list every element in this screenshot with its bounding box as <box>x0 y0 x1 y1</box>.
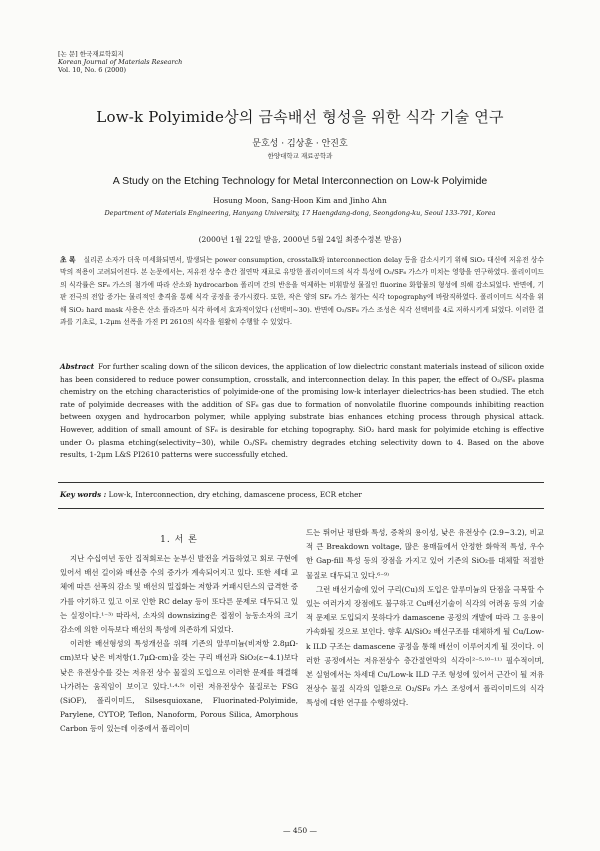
journal-name-korean: [논 문] 한국재료학회지 <box>58 50 124 58</box>
journal-name-english: Korean Journal of Materials Research <box>58 58 183 66</box>
page-number: — 450 — <box>282 826 318 835</box>
english-authors: Hosung Moon, Sang-Hoon Kim and Jinho Ahn <box>213 196 387 205</box>
english-abstract-text: For further scaling down of the silicon devices, the application of low dielectric constant materials instead of silicon oxide has been considered to reduce power consumption, crosstalk, and interconnection delay. In this paper, the effect of O₂/SF₆ plasma chemistry on the etching characteristics of polyimide-one of the promising low-k interlayer dielectrics-has been studied. The etch rate of polyimide decreases with the addition of SF₆ gas due to formation of nonvolatile fluorine compounds inhibiting reaction between oxygen and hydrocarbon polymer, while applying substrate bias enhances etching process through physical attack. However, addition of small amount of SF₆ is desirable for etching topography. SiO₂ hard mask for polyimide etching is effective under O₂ plasma etching(selectivity~30), while O₂/SF₆ chemistry degrades etching selectivity down to 4. Based on the above results, 1-2μm L&S PI2610 patterns were successfully etched. <box>60 362 544 460</box>
english-title: A Study on the Etching Technology for Metal Interconnection on Low-k Polyimide <box>112 175 488 187</box>
english-abstract-lead: Abstract <box>60 362 95 371</box>
journal-volume: Vol. 10, No. 6 (2000) <box>58 66 127 74</box>
english-affiliation: Department of Materials Engineering, Hanyang University, 17 Haengdang-dong, Seongdong-ku, Seoul 133-791, Korea <box>104 209 496 217</box>
korean-abstract-text: 실리콘 소자가 더욱 미세화되면서, 발생되는 power consumption, crosstalk와 interconnection delay 등을 감소시키기 위해 SiO₂ 대신에 저유전 상수막의 적용이 고려되어진다. 본 논문에서는, 저유전 상수 층간 절연막 재료로 유망한 폴리이미드의 식각 특성에 O₂/SF₆ 가스가 미치는 영향을 연구하였다. 폴리이미드의 식각률은 SF₆ 가스의 첨가에 따라 산소와 hydrocarbon 폴리머 간의 반응을 억제하는 비휘발성 물질인 fluorine 화합물의 형성에 의해 감소되었다. 반면에, 기판 전극의 전압 증가는 물리적인 충격을 통해 식각 공정을 증가시켰다. 또한, 작은 양의 SF₆ 가스 첨가는 식각 topography에 바람직하였다. 폴리이미드 식각을 위해 SiO₂ hard mask 사용은 산소 플라즈마 식각 하에서 효과적이었다 (선택비~30). 반면에 O₂/SF₆ 가스 조성은 식각 선택비를 4로 저하시키게 되었다. 이러한 결과를 기초로, 1-2μm 선폭을 가진 PI 2610의 식각을 원활히 수행할 수 있었다. <box>60 256 545 327</box>
rule-top <box>58 482 544 483</box>
english-abstract <box>60 361 544 462</box>
korean-abstract <box>60 254 544 328</box>
left-paragraph: 이러한 배선형성의 특성개선을 위해 기존의 알루미늄(비저항 2.8μΩ-cm)보다 낮은 비저항(1.7μΩ-cm)을 갖는 구리 배선과 SiO₂(ε~4.1)보다 낮은 유전상수를 갖는 저유전 상수 물질의 도입으로 이러한 문제를 해결해 나가려는 움직임이 보이고 있다.¹·⁴·⁵⁾ 이런 저유전상수 물질로는 FSG (SiOF), 폴리이미드, Silsesquioxane, Fluorinated-Polyimide, Parylene, CYTOP, Teflon, Nanoform, Porous Silica, Amorphous Carbon 등이 있는데 이중에서 폴리이미 <box>60 639 298 734</box>
left-column <box>60 552 298 737</box>
rule-bottom <box>58 508 544 509</box>
keywords-lead: Key words : <box>60 490 107 499</box>
journal-header <box>58 50 182 74</box>
korean-affiliation: 한양대학교 재료공학과 <box>267 152 333 160</box>
received-dates: (2000년 1월 22일 받음, 2000년 5월 24일 최종수정본 받음) <box>198 235 402 244</box>
right-paragraph: 드는 뛰어난 평탄화 특성, 증착의 용이성, 낮은 유전상수 (2.9~3.2), 비교적 큰 Breakdown voltage, 많은 용매들에서 안정한 화학적 특성, 우수한 Gap-fill 특성 등의 장점을 가지고 있어 기존의 SiO₂를 대체할 적절한 물질로 대두되고 있다.⁶⁻⁹⁾ <box>306 528 544 580</box>
korean-authors: 문호성 · 김상훈 · 안진호 <box>252 139 348 149</box>
keywords-text: Low-k, Interconnection, dry etching, damascene process, ECR etcher <box>108 490 362 499</box>
section-title: 1. 서 론 <box>160 535 198 545</box>
right-paragraph: 그런 배선기술에 있어 구리(Cu)의 도입은 알루미늄의 단점을 극복할 수 있는 여러가지 장점에도 불구하고 Cu배선기술이 식각의 어려움 등의 기술적 문제로 도입되지 못하다가 damascene 공정의 개발에 따라 그 응용이 가속화될 것으로 보인다. 향후 Al/SiO₂ 배선구조를 대체하게 될 Cu/Low-k ILD 구조는 damascene 공정을 통해 배선이 이루어지게 될 것이다. 이러한 공정에서는 저유전상수 층간절연막의 식각이²⁻⁵·¹⁰⁻¹¹⁾ 필수적이며, 본 실험에서는 차세대 Cu/Low-k ILD 구조 형성에 있어서 근간이 될 저유전상수 물질 식각의 일환으로 O₂/SF₆ 가스 조성에서 폴리이미드의 식각 특성에 대한 연구를 수행하였다. <box>306 584 544 708</box>
keywords <box>60 490 544 499</box>
right-column <box>306 526 544 711</box>
korean-title: Low-k Polyimide상의 금속배선 형성을 위한 식각 기술 연구 <box>96 108 504 126</box>
korean-abstract-lead: 초 록 <box>60 256 76 264</box>
left-paragraph: 지난 수십여년 동안 집적회로는 눈부신 발전을 거듭하였고 회로 구현에 있어서 배선 길이와 배선층 수의 증가가 계속되어지고 있다. 또한 세대 교체에 따른 선폭의 감소 및 배선의 밀집화는 저항과 커패시턴스의 급격한 증가를 야기하고 있고 이로 인한 RC delay 등이 또다른 문제로 대두되고 있는 실정이다.¹⁻³⁾ 따라서, 소자의 downsizing은 접점이 능동소자의 크기 감소에 의한 이득보다 배선의 특성에 의존하게 되었다. <box>60 554 298 635</box>
